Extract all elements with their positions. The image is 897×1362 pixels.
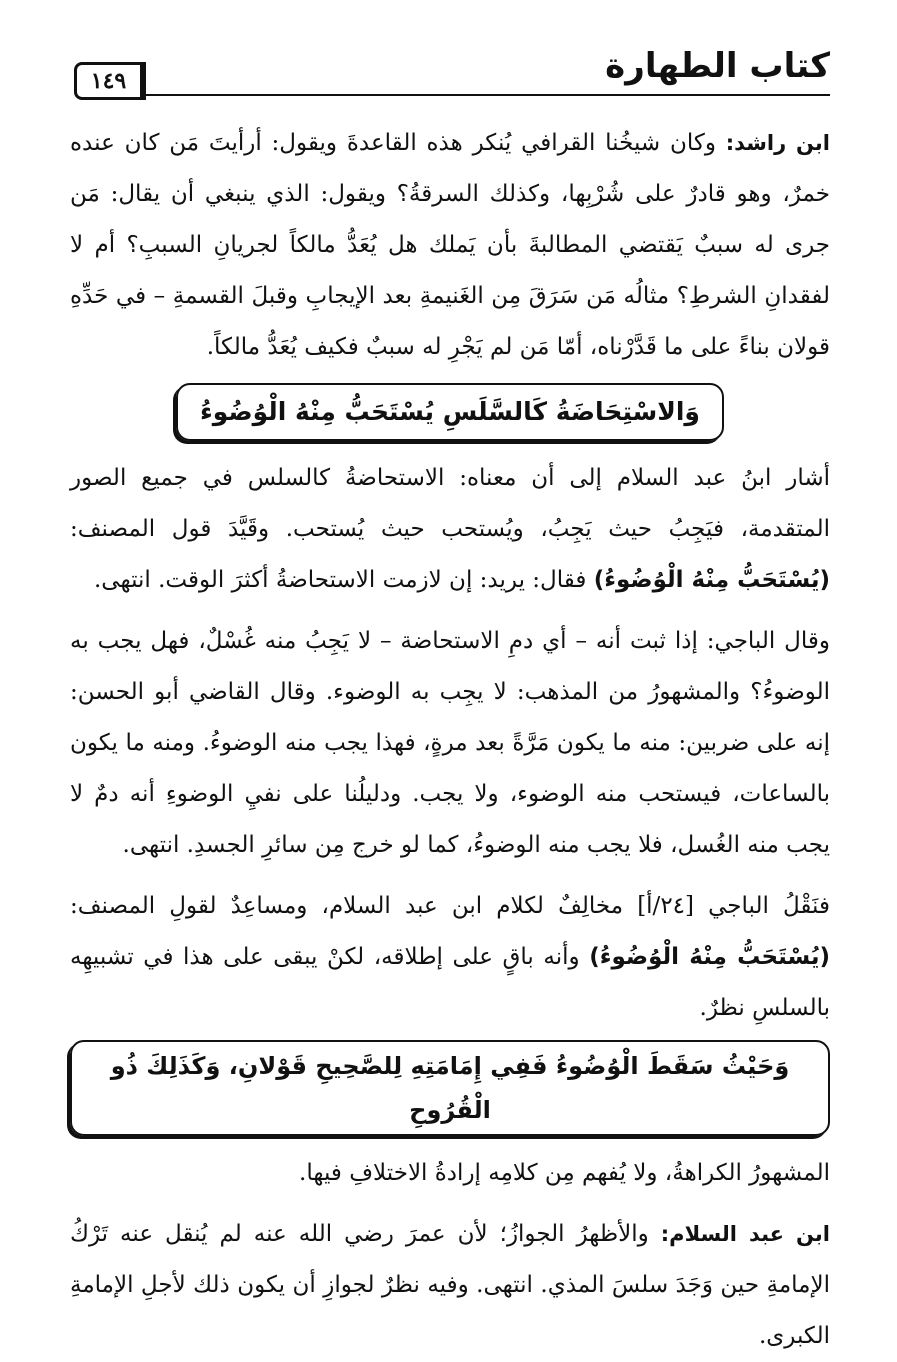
paragraph-mashhur: المشهورُ الكراهةُ، ولا يُفهم مِن كلامِه إرادةُ الاختلافِ فيها. — [299, 1160, 830, 1186]
matn-heading-1-wrap — [70, 383, 830, 441]
matn-heading-istihada: وَالاسْتِحَاضَةُ كَالسَّلَسِ يُسْتَحَبُّ مِنْهُ الْوُضُوءُ — [176, 383, 724, 441]
page-body — [70, 118, 830, 1362]
quoted-matn: (يُسْتَحَبُّ مِنْهُ الْوُضُوءُ) — [589, 944, 831, 970]
paragraph-baji-transmission — [70, 881, 830, 1034]
page-number: ١٤٩ — [74, 62, 146, 100]
paragraph-text: فقال: يريد: إن لازمت الاستحاضةُ أكثرَ الوقت. انتهى. — [93, 567, 594, 593]
paragraph-ibn-abd-al-salam-explanation — [70, 453, 830, 606]
book-title: كتاب الطهارة — [605, 46, 830, 86]
speaker-ibn-rashid: ابن راشد: — [725, 131, 830, 155]
matn-heading-2-wrap — [70, 1040, 830, 1136]
paragraph-ibn-abd-al-salam-opinion — [70, 1209, 830, 1362]
paragraph-text: وكان شيخُنا القرافي يُنكر هذه القاعدةَ ويقول: أرأيتَ مَن كان عنده خمرٌ، وهو قادرٌ على شُرْبِها، وكذلك السرقةُ؟ ويقول: الذي ينبغي أن يقال: مَن جرى له سببٌ يَقتضي المطالبةَ بأن يَملك هل يُعَدُّ مالكاً لجريانِ السببِ؟ أم لا لفقدانِ الشرطِ؟ مثالُه مَن سَرَقَ مِن الغَنيمةِ بعد الإيجابِ وقبلَ القسمةِ – في حَدِّهِ قولان بناءً على ما قَدَّرْناه، أمّا مَن لم يَجْرِ له سببٌ فكيف يُعَدُّ مالكاً. — [70, 130, 830, 360]
paragraph-text: فنَقْلُ الباجي [٢٤/أ] مخالِفٌ لكلام ابن عبد السلام، ومساعِدٌ لقولِ المصنف: — [70, 893, 830, 919]
paragraph-text: والأظهرُ الجوازُ؛ لأن عمرَ رضي الله عنه لم يُنقل عنه تَرْكُ الإمامةِ حين وَجَدَ سلسَ المذي. انتهى. وفيه نظرٌ لجوازِ أن يكون ذلك لأجلِ الإمامةِ الكبرى. — [70, 1221, 830, 1349]
book-page — [70, 40, 831, 1349]
page-header — [70, 40, 830, 102]
paragraph-baji: وقال الباجي: إذا ثبت أنه – أي دمِ الاستحاضة – لا يَجِبُ منه غُسْلٌ، فهل يجب به الوضوءُ؟ والمشهورُ من المذهب: لا يجِب به الوضوء. وقال القاضي أبو الحسن: إنه على ضربين: منه ما يكون مَرَّةً بعد مرةٍ، فهذا يجب منه الوضوءُ. ومنه ما يكون بالساعات، فيستحب منه الوضوء، ولا يجب. ودليلُنا على نفيِ الوضوءِ أنه دمٌ لا يجب منه الغُسل، فلا يجب منه الوضوءُ، كما لو خرج مِن سائرِ الجسدِ. انتهى. — [70, 628, 830, 858]
matn-heading-imama: وَحَيْثُ سَقَطَ الْوُضُوءُ فَفِي إِمَامَتِهِ لِلصَّحِيحِ قَوْلانِ، وَكَذَلِكَ ذُو الْقُرُوحِ — [70, 1040, 830, 1136]
header-divider — [146, 94, 830, 96]
quoted-matn: (يُسْتَحَبُّ مِنْهُ الْوُضُوءُ) — [593, 567, 830, 593]
paragraph-text: أشار ابنُ عبد السلام إلى أن معناه: الاستحاضةُ كالسلس في جميع الصور المتقدمة، فيَجِبُ حيث يَجِبُ، ويُستحب حيث يُستحب. وقَيَّدَ قول المصنف: — [70, 465, 830, 542]
speaker-ibn-abd-al-salam: ابن عبد السلام: — [660, 1222, 830, 1246]
paragraph-ibn-rashid — [70, 118, 830, 373]
paragraph-text: وأنه باقٍ على إطلاقه، لكنْ يبقى على هذا في تشبيهِه بالسلسِ نظرٌ. — [70, 944, 830, 1021]
